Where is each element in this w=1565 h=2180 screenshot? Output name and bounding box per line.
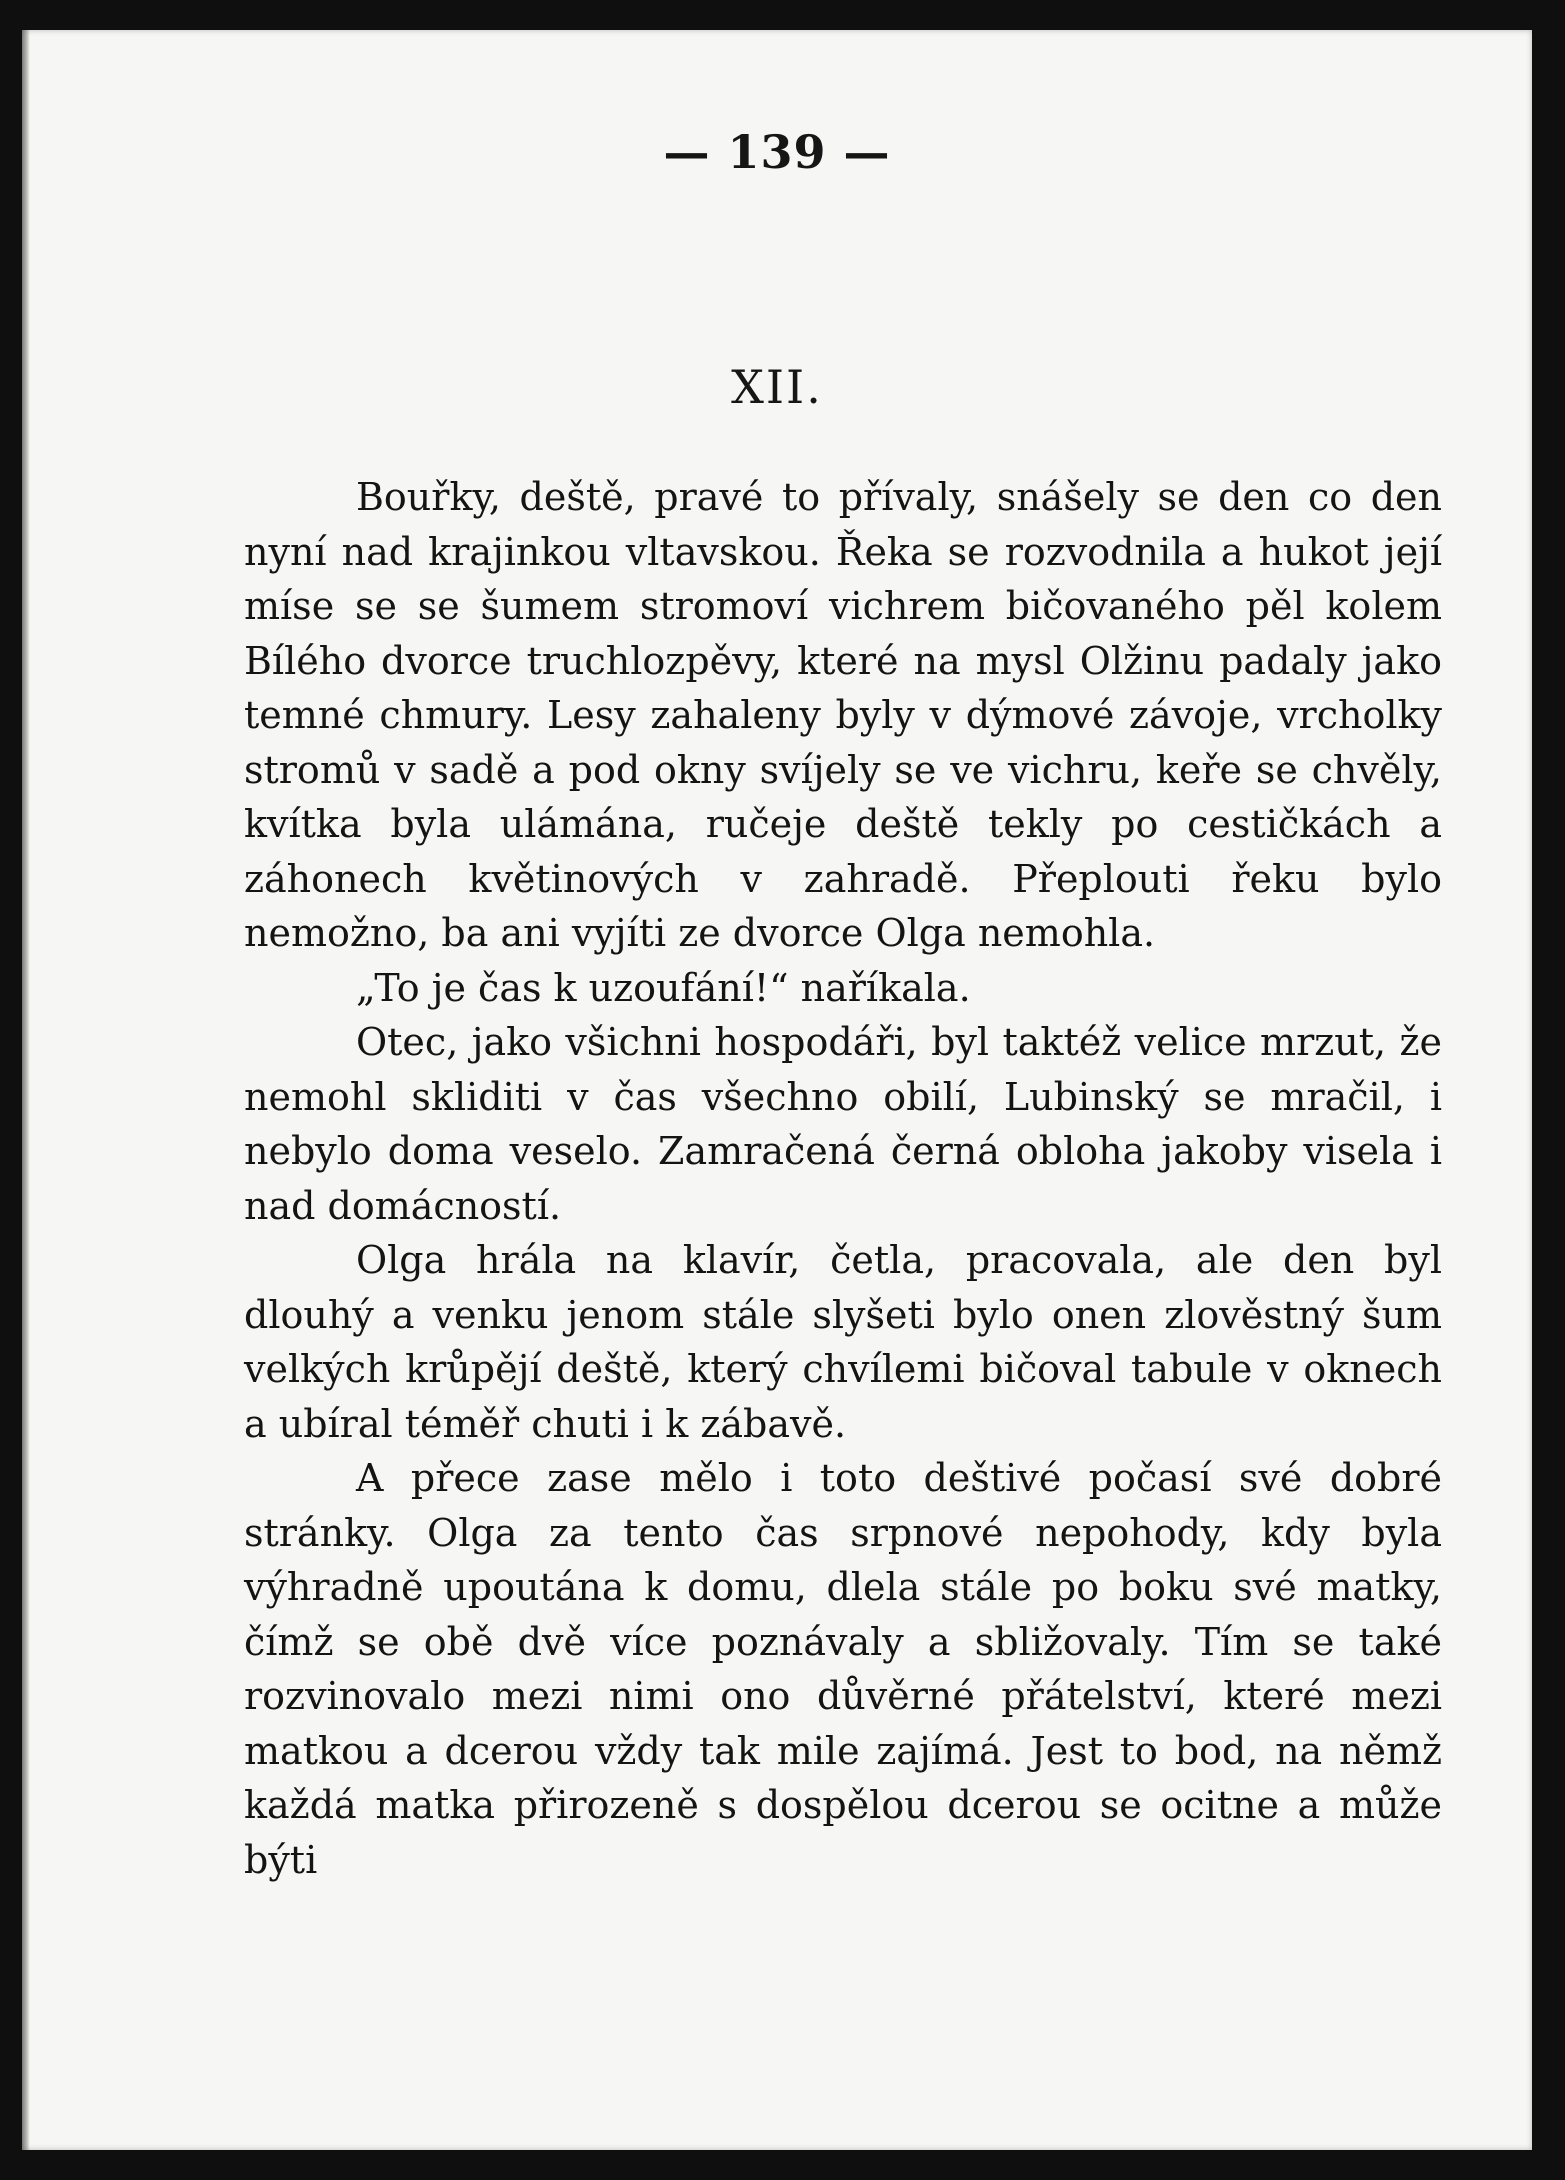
- page-binding-edge: [22, 30, 30, 2150]
- paragraph-2: „To je čas k uzoufání!“ naříkala.: [356, 965, 971, 1010]
- paragraph-1: Bouřky, deště, pravé to přívaly, snášely se den co den nyní nad krajinkou vltavskou. Řeka se rozvodnila a hukot její míse se se šumem stromoví vichrem bičovaného pěl kolem Bílého dvorce truchlozpěvy, které na mysl Olžinu padaly jako temné chmury. Lesy zahaleny byly v dýmové závoje, vrcholky stromů v sadě a pod okny svíjely se ve vichru, keře se chvěly, kvítka byla ulámána, ručeje deště tekly po cestičkách a záhonech květinových v zahradě. Přeplouti řeku bylo nemožno, ba ani vyjíti ze dvorce Olga nemohla.: [244, 475, 1442, 955]
- paragraph-5: A přece zase mělo i toto deštivé počasí své dobré stránky. Olga za tento čas srpnové nepohody, kdy byla výhradně upoutána k domu, dlela stále po boku své matky, čímž se obě dvě více poznávaly a sbližovaly. Tím se také rozvinovalo mezi nimi ono důvěrné přátelství, které mezi matkou a dcerou vždy tak mile zajímá. Jest to bod, na němž každá matka přirozeně s dospělou dcerou se ocitne a může býti: [244, 1456, 1442, 1882]
- book-page: [22, 30, 1532, 2150]
- body-text: [244, 470, 1442, 1887]
- paragraph-4: Olga hrála na klavír, četla, pracovala, ale den byl dlouhý a venku jenom stále slyšeti bylo onen zlověstný šum velkých krůpějí deště, který chvílemi bičoval tabule v oknech a ubíral téměř chuti i k zábavě.: [244, 1238, 1442, 1446]
- chapter-heading: XII.: [731, 360, 823, 414]
- paragraph-3: Otec, jako všichni hospodáři, byl taktéž velice mrzut, že nemohl skliditi v čas všechno obilí, Lubinský se mračil, i nebylo doma veselo. Zamračená černá obloha jakoby visela i nad domácností.: [244, 1020, 1442, 1228]
- page-number: — 139 —: [663, 125, 891, 179]
